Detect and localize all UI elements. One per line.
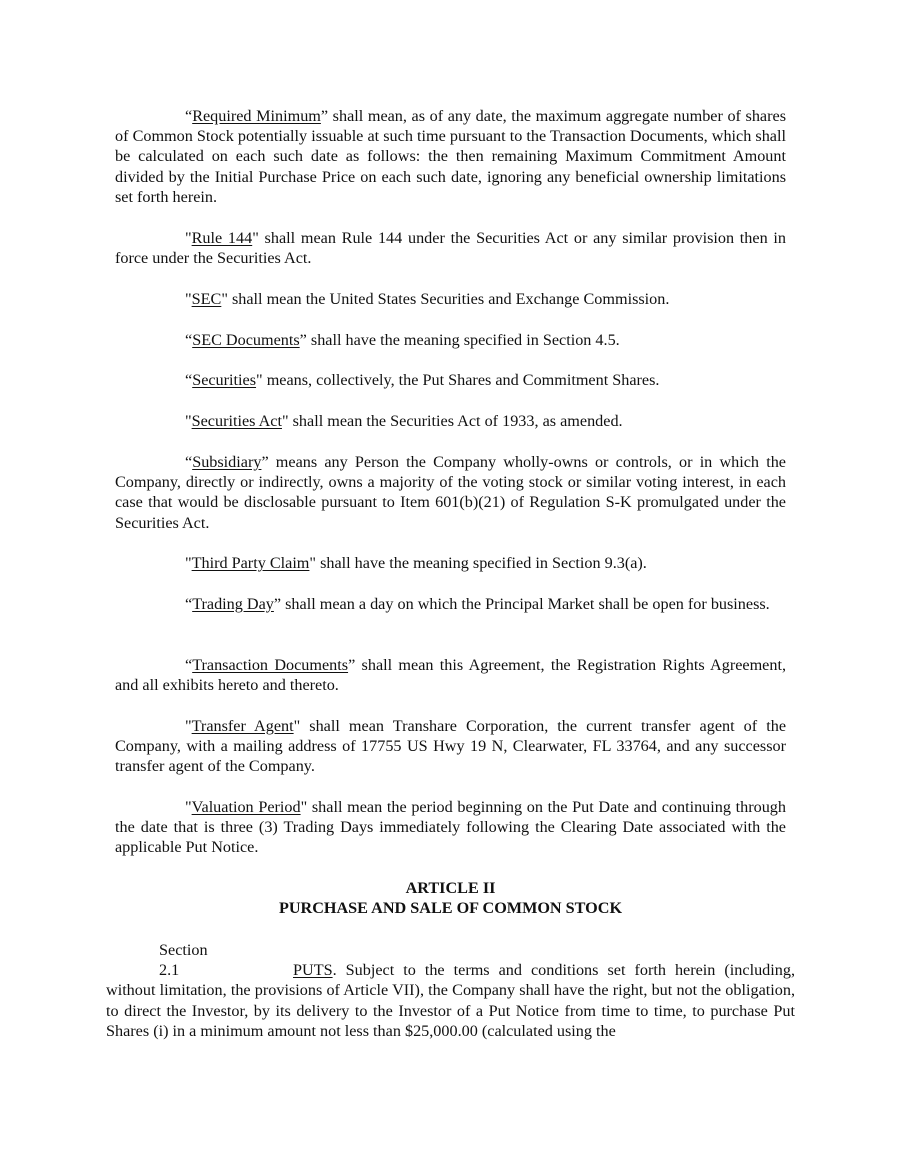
defined-term: Third Party Claim [191, 554, 310, 572]
section-number: Section 2.1 [159, 941, 208, 980]
definition-valuation-period: "Valuation Period" shall mean the period beginning on the Put Date and continuing through the date that is three (3) Trading Days immediately following the Clearing Date associated with the applicable Put Notice. [115, 798, 786, 857]
definition-securities: “Securities" means, collectively, the Put Shares and Commitment Shares. [185, 371, 660, 389]
defined-term: Valuation Period [191, 798, 301, 816]
definition-trading-day: “Trading Day” shall mean a day on which the Principal Market shall be open for business. [185, 595, 770, 613]
definition-subsidiary: “Subsidiary” means any Person the Company wholly-owns or controls, or in which the Company, directly or indirectly, owns a majority of the voting stock or similar voting interest, in each case that would be disclosable pursuant to Item 601(b)(21) of Regulation S-K promulgated under the Securities Act. [115, 453, 786, 532]
defined-term: SEC Documents [192, 331, 300, 349]
defined-term: Transfer Agent [191, 717, 294, 735]
definition-rule-144: "Rule 144" shall mean Rule 144 under the Securities Act or any similar provision then in force under the Securities Act. [115, 229, 786, 268]
definition-sec-documents: “SEC Documents” shall have the meaning specified in Section 4.5. [185, 331, 620, 349]
article-number: ARTICLE II [405, 879, 496, 897]
defined-term: Trading Day [192, 595, 274, 613]
defined-term: Transaction Documents [192, 656, 349, 674]
defined-term: Securities Act [191, 412, 282, 430]
defined-term: Rule 144 [191, 229, 253, 247]
section-heading: PUTS [293, 961, 333, 980]
definition-third-party-claim: "Third Party Claim" shall have the meaning specified in Section 9.3(a). [185, 554, 647, 572]
definition-required-minimum: “Required Minimum” shall mean, as of any date, the maximum aggregate number of shares of Common Stock potentially issuable at such time pursuant to the Transaction Documents, which shall be calculated on each such date as follows: the then remaining Maximum Commitment Amount divided by the Initial Purchase Price on each such date, ignoring any beneficial ownership limitations set forth herein. [115, 107, 786, 206]
article-title: PURCHASE AND SALE OF COMMON STOCK [278, 899, 623, 917]
section-text: . Subject to the terms and conditions set forth herein (including, without limitation, the provisions of Article VII), the Company shall have the right, but not the obligation, to direct the Investor, by its delivery to the Investor of a Put Notice from time to time, to purchase Put Shares (i) in a minimum amount not less than $25,000.00 (calculated using the [106, 961, 795, 1040]
definition-securities-act: "Securities Act" shall mean the Securities Act of 1933, as amended. [185, 412, 623, 430]
defined-term: SEC [191, 290, 222, 308]
defined-term: Subsidiary [192, 453, 262, 471]
defined-term: Required Minimum [192, 107, 321, 125]
defined-term: Securities [192, 371, 257, 389]
definition-transaction-documents: “Transaction Documents” shall mean this Agreement, the Registration Rights Agreement, and all exhibits hereto and thereto. [115, 656, 786, 695]
definition-sec: "SEC" shall mean the United States Securities and Exchange Commission. [185, 290, 670, 308]
definition-transfer-agent: "Transfer Agent" shall mean Transhare Corporation, the current transfer agent of the Company, with a mailing address of 17755 US Hwy 19 N, Clearwater, FL 33764, and any successor transfer agent of the Company. [115, 717, 787, 776]
section-2-1 [106, 940, 795, 1041]
